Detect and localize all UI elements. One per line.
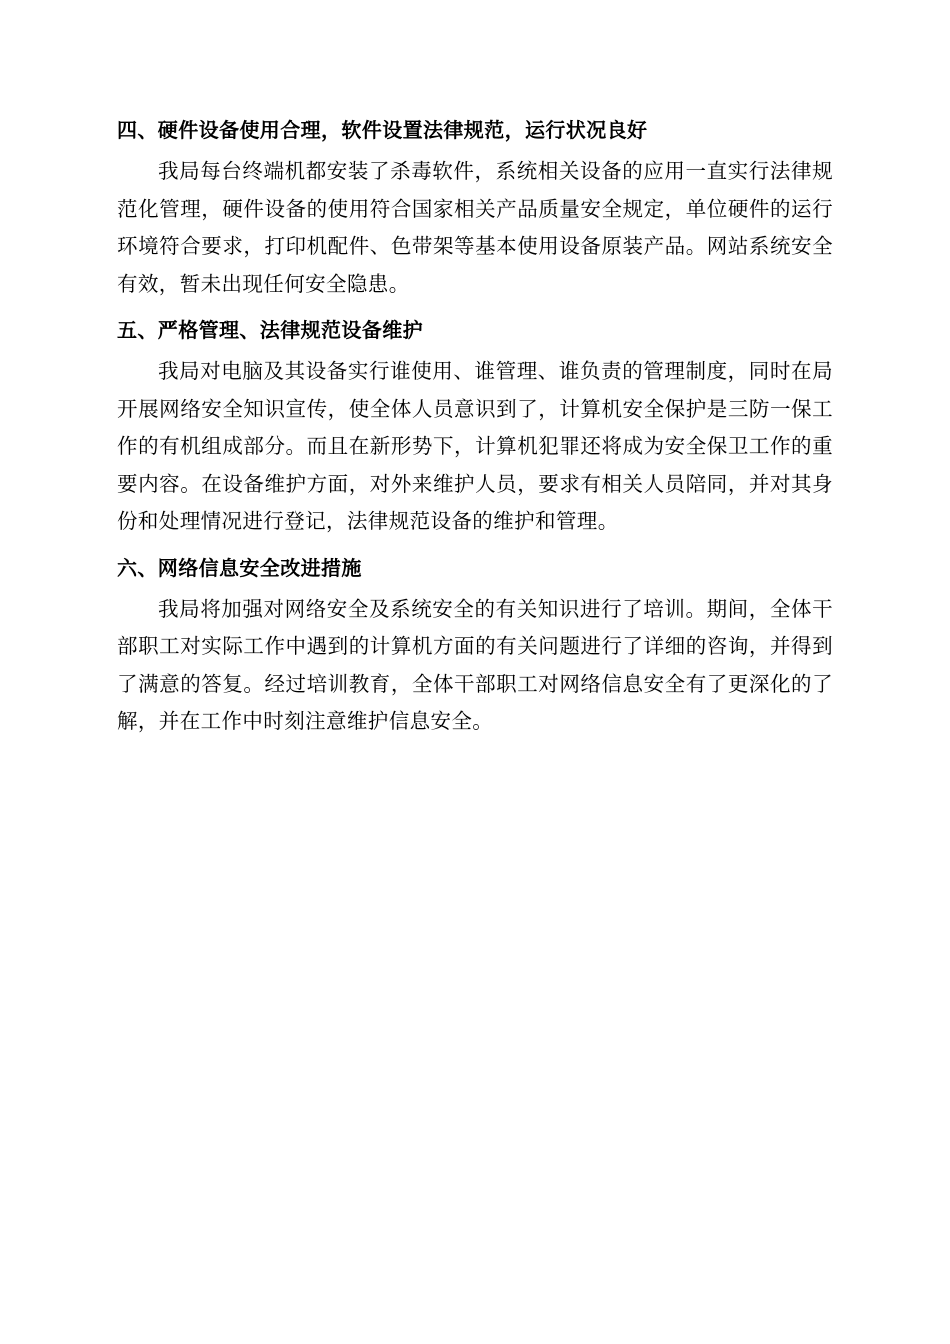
section-paragraph: 我局每台终端机都安装了杀毒软件，系统相关设备的应用一直实行法律规范化管理，硬件设备的使用符合国家相关产品质量安全规定，单位硬件的运行环境符合要求，打印机配件、色带架等基本使用设备原装产品。网站系统安全有效，暂未出现任何安全隐患。 <box>117 159 833 296</box>
section-maintenance <box>117 312 833 541</box>
section-paragraph: 我局对电脑及其设备实行谁使用、谁管理、谁负责的管理制度，同时在局开展网络安全知识宣传，使全体人员意识到了，计算机安全保护是三防一保工作的有机组成部分。而且在新形势下，计算机犯罪还将成为安全保卫工作的重要内容。在设备维护方面，对外来维护人员，要求有相关人员陪同，并对其身份和处理情况进行登记，法律规范设备的维护和管理。 <box>117 359 833 533</box>
document-body <box>117 112 833 750</box>
section-improvement <box>117 550 833 741</box>
section-paragraph: 我局将加强对网络安全及系统安全的有关知识进行了培训。期间，全体干部职工对实际工作中遇到的计算机方面的有关问题进行了详细的咨询，并得到了满意的答复。经过培训教育，全体干部职工对网络信息安全有了更深化的了解，并在工作中时刻注意维护信息安全。 <box>117 596 833 733</box>
section-heading: 六、网络信息安全改进措施 <box>117 555 362 580</box>
section-heading: 四、硬件设备使用合理，软件设置法律规范，运行状况良好 <box>117 118 648 142</box>
section-heading: 五、严格管理、法律规范设备维护 <box>117 318 423 342</box>
section-hardware <box>117 112 833 303</box>
